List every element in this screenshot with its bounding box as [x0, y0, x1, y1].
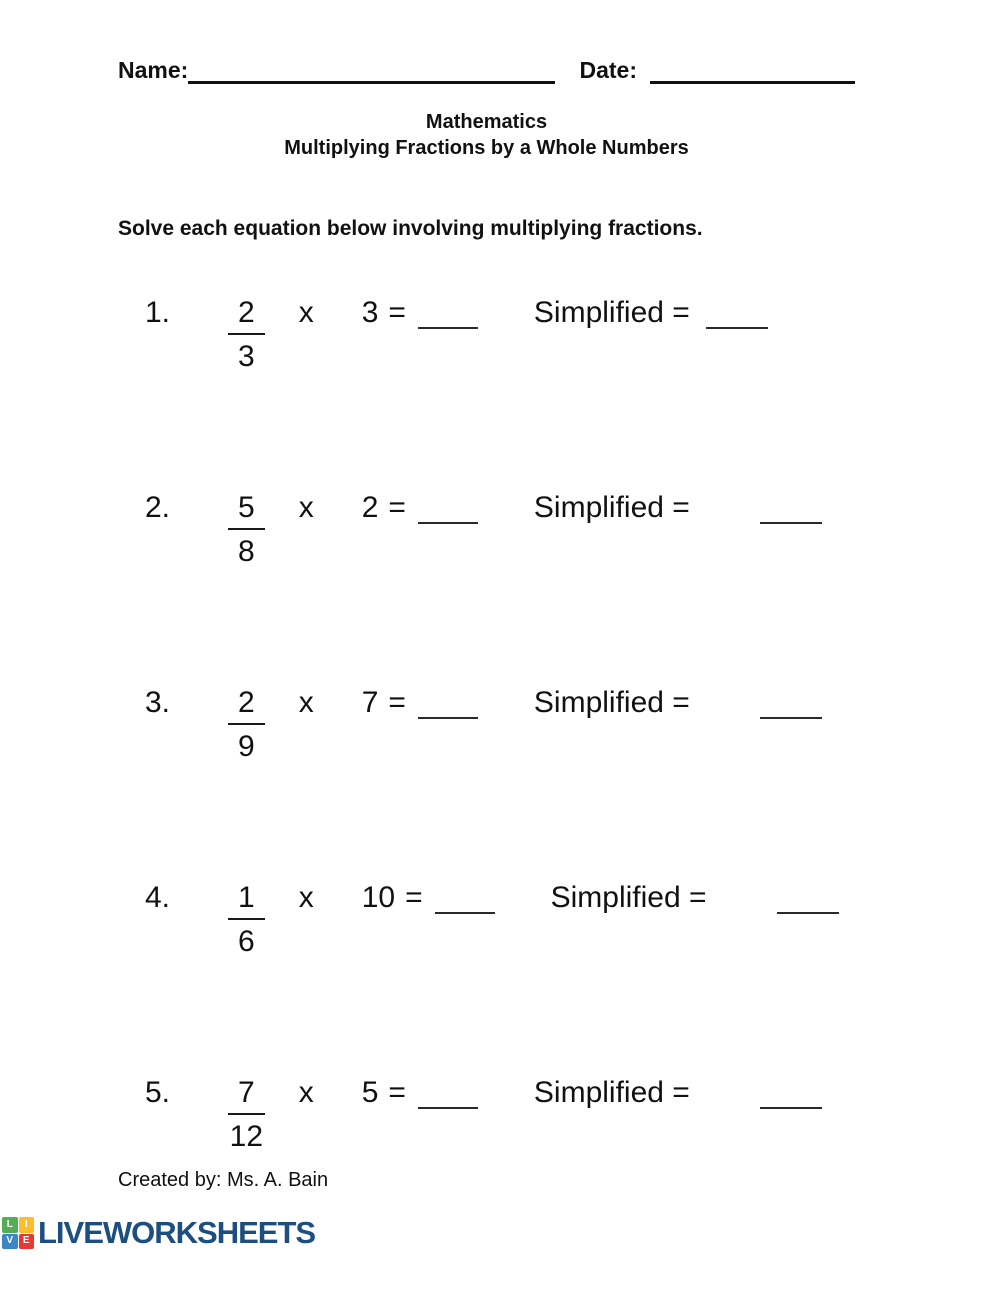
simplified-answer-blank[interactable]	[706, 293, 768, 329]
answer-blank[interactable]	[418, 683, 478, 719]
problem-number: 1.	[145, 296, 171, 329]
fraction-denominator: 9	[238, 730, 255, 763]
equals-sign: =	[405, 881, 423, 914]
liveworksheets-wordmark: LIVEWORKSHEETS	[38, 1215, 316, 1250]
problem-row-1	[118, 293, 855, 488]
logo-square-v: V	[2, 1234, 18, 1250]
problem-number: 3.	[145, 686, 171, 719]
multiply-operator: x	[298, 1076, 314, 1109]
equals-sign: =	[388, 491, 406, 524]
name-blank-line[interactable]	[188, 81, 555, 84]
simplified-answer-blank[interactable]	[777, 878, 839, 914]
simplified-label: Simplified =	[533, 296, 690, 329]
equals-sign: =	[388, 296, 406, 329]
problem-number: 4.	[145, 881, 171, 914]
problem-row-5	[118, 1073, 855, 1157]
fraction-denominator: 8	[238, 535, 255, 568]
fraction-numerator: 1	[228, 878, 265, 920]
whole-number: 5	[361, 1076, 379, 1109]
multiply-operator: x	[298, 296, 314, 329]
logo-square-i: I	[19, 1217, 35, 1233]
fraction-denominator: 12	[229, 1120, 264, 1153]
fraction-numerator: 5	[228, 488, 265, 530]
problems-list	[118, 293, 855, 1157]
fraction	[228, 293, 265, 377]
simplified-label: Simplified =	[550, 881, 707, 914]
fraction-numerator: 2	[228, 293, 265, 335]
fraction	[228, 1073, 265, 1157]
answer-blank[interactable]	[435, 878, 495, 914]
problem-row-4	[118, 878, 855, 1073]
simplified-label: Simplified =	[533, 491, 690, 524]
simplified-answer-blank[interactable]	[760, 1073, 822, 1109]
fraction-denominator: 3	[238, 340, 255, 373]
multiply-operator: x	[298, 686, 314, 719]
answer-blank[interactable]	[418, 293, 478, 329]
fraction-denominator: 6	[238, 925, 255, 958]
answer-blank[interactable]	[418, 1073, 478, 1109]
problem-number: 5.	[145, 1076, 171, 1109]
whole-number: 2	[361, 491, 379, 524]
whole-number: 10	[361, 881, 396, 914]
logo-square-l: L	[2, 1217, 18, 1233]
date-blank-line[interactable]	[650, 81, 855, 84]
whole-number: 7	[361, 686, 379, 719]
name-label: Name:	[118, 57, 189, 83]
title-topic: Multiplying Fractions by a Whole Numbers	[284, 137, 689, 159]
whole-number: 3	[361, 296, 379, 329]
fraction-numerator: 7	[228, 1073, 265, 1115]
fraction	[228, 878, 265, 962]
simplified-label: Simplified =	[533, 686, 690, 719]
worksheet-title	[118, 109, 855, 161]
instruction-text: Solve each equation below involving multiplying fractions.	[118, 217, 703, 240]
simplified-label: Simplified =	[533, 1076, 690, 1109]
fraction	[228, 488, 265, 572]
equals-sign: =	[388, 1076, 406, 1109]
simplified-answer-blank[interactable]	[760, 488, 822, 524]
logo-square-e: E	[19, 1234, 35, 1250]
fraction-numerator: 2	[228, 683, 265, 725]
equals-sign: =	[388, 686, 406, 719]
title-subject: Mathematics	[425, 111, 548, 133]
created-by-text: Created by: Ms. A. Bain	[118, 1169, 329, 1191]
problem-row-2	[118, 488, 855, 683]
problem-row-3	[118, 683, 855, 878]
simplified-answer-blank[interactable]	[760, 683, 822, 719]
multiply-operator: x	[298, 491, 314, 524]
name-date-row	[118, 55, 855, 85]
answer-blank[interactable]	[418, 488, 478, 524]
multiply-operator: x	[298, 881, 314, 914]
liveworksheets-logo-icon	[2, 1217, 34, 1249]
problem-number: 2.	[145, 491, 171, 524]
date-label: Date:	[579, 57, 637, 83]
liveworksheets-logo	[0, 1215, 1000, 1251]
fraction	[228, 683, 265, 767]
